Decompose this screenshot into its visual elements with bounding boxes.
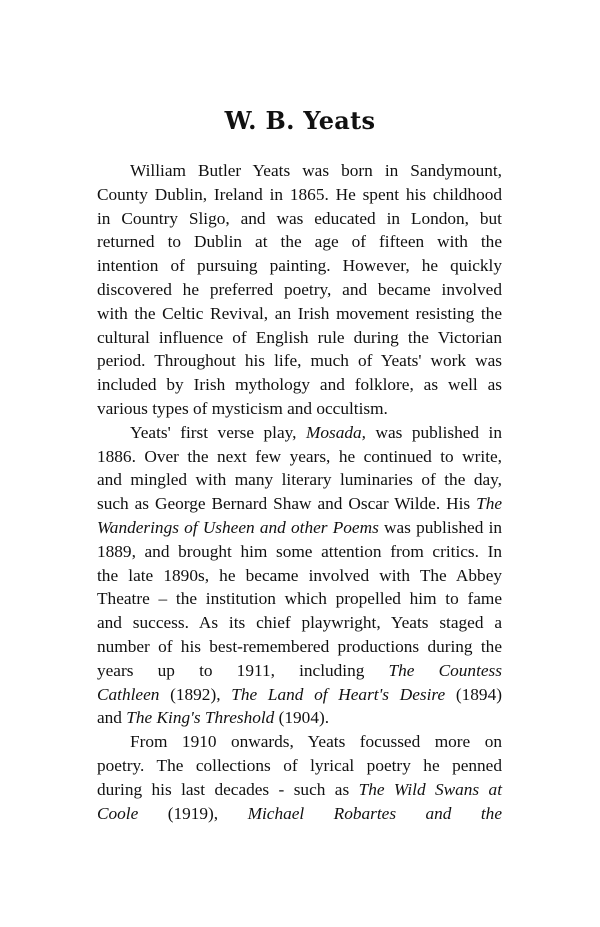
text-line <box>97 706 502 730</box>
text-run: years up to 1911, including <box>97 660 389 680</box>
text-line: period. Throughout his life, much of Yeats' work was <box>97 351 502 371</box>
text-line: with the Celtic Revival, an Irish movement resisting the <box>97 303 502 323</box>
italic-title: The Wild Swans at <box>358 779 502 799</box>
italic-title: Mosada, <box>305 422 366 442</box>
text-line: in Country Sligo, and was educated in London, but <box>97 208 502 228</box>
text-run: (1904). <box>274 708 330 728</box>
text-line: cultural influence of English rule during the Victorian <box>97 327 502 347</box>
text-line: Theatre – the institution which propelled him to fame <box>97 589 502 609</box>
text-line: and success. As its chief playwright, Yeats staged a <box>97 613 502 633</box>
text-line: returned to Dublin at the age of fifteen with the <box>97 232 502 252</box>
text-line: County Dublin, Ireland in 1865. He spent his childhood <box>97 184 502 204</box>
italic-title: The Countess <box>388 660 502 680</box>
text-line: 1889, and brought him some attention from critics. In <box>97 541 502 561</box>
italic-title: The Land of Heart's Desire <box>231 684 446 704</box>
text-line <box>97 683 502 707</box>
text-line: the late 1890s, he became involved with The Abbey <box>97 565 502 585</box>
text-run: was published in <box>365 422 502 442</box>
text-run: (1894) <box>445 684 502 704</box>
italic-title: Wanderings of Usheen and other Poems <box>97 517 379 537</box>
page-title: W. B. Yeats <box>224 106 376 135</box>
text-line: intention of pursuing painting. However, he quickly <box>97 256 502 276</box>
italic-title: Cathleen <box>97 684 160 704</box>
italic-title: Coole <box>97 803 139 823</box>
paragraph-1 <box>97 159 502 421</box>
italic-title: The <box>476 494 502 514</box>
text-line: From 1910 onwards, Yeats focussed more on <box>130 732 502 752</box>
text-line: poetry. The collections of lyrical poetry he penned <box>97 755 502 775</box>
text-run: (1892), <box>159 684 232 704</box>
text-run: was published in <box>378 517 503 537</box>
text-line: William Butler Yeats was born in Sandymount, <box>130 161 502 180</box>
italic-title: The King's Threshold <box>126 708 275 728</box>
text-run: such as George Bernard Shaw and Oscar Wilde. His <box>97 494 477 514</box>
text-line <box>97 778 502 802</box>
text-line <box>97 421 502 445</box>
text-line <box>97 659 502 683</box>
text-line: included by Irish mythology and folklore, as well as <box>97 375 502 395</box>
text-line: 1886. Over the next few years, he continued to write, <box>97 446 502 466</box>
text-run: and <box>97 708 127 728</box>
text-line <box>97 492 502 516</box>
text-line: various types of mysticism and occultism. <box>97 398 388 418</box>
text-line: discovered he preferred poetry, and became involved <box>97 279 502 299</box>
text-line: and mingled with many literary luminaries of the day, <box>97 470 502 490</box>
text-line: number of his best-remembered productions during the <box>97 636 502 656</box>
body-text <box>97 159 502 825</box>
paragraph-3 <box>97 730 502 825</box>
paragraph-2 <box>97 421 502 730</box>
text-line <box>97 516 502 540</box>
text-run: Yeats' first verse play, <box>130 422 306 442</box>
text-run: during his last decades - such as <box>97 779 359 799</box>
italic-title: Michael Robartes and the <box>247 803 502 823</box>
text-line <box>97 802 502 826</box>
text-run: (1919), <box>138 803 248 823</box>
